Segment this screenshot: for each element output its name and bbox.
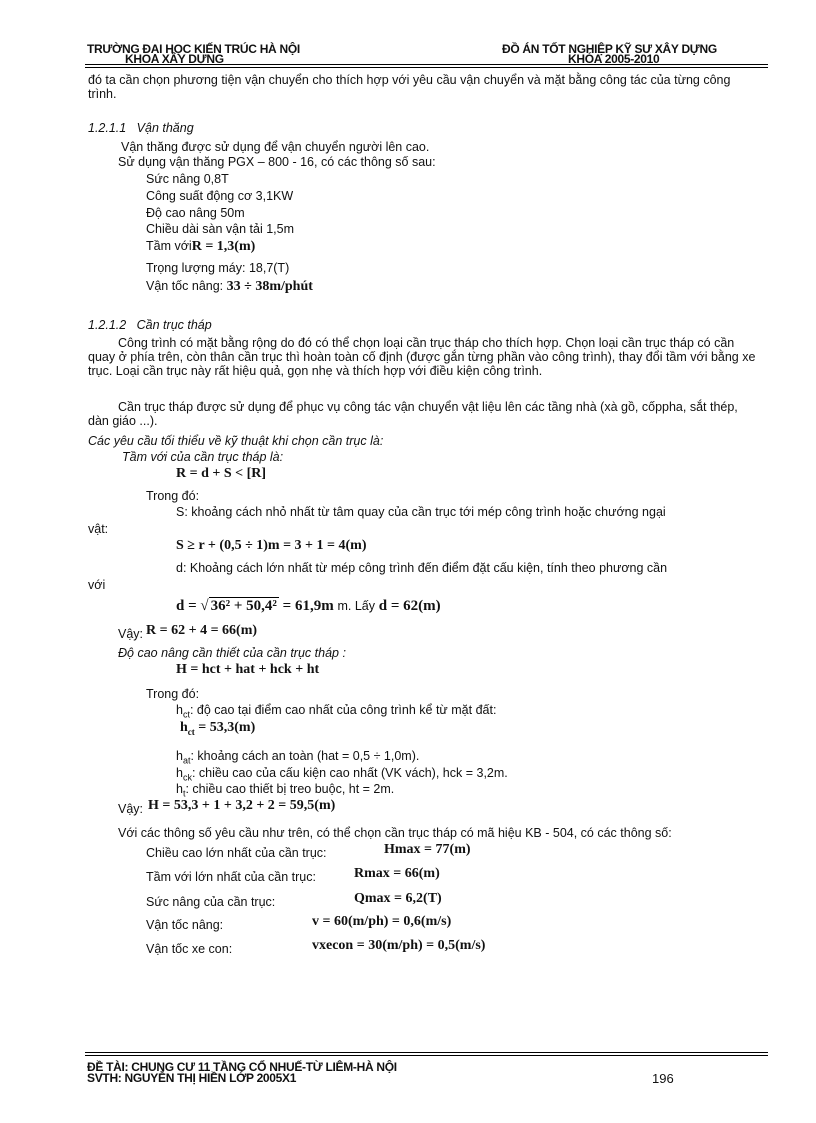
hoist-speed-label: Vận tốc nâng: (146, 279, 224, 293)
section-title: Vận thăng (136, 121, 194, 135)
hoist-speed (146, 279, 313, 295)
reach-title: Tầm với của cần trục tháp là: (122, 450, 284, 464)
hoist-model: Sử dụng vận thăng PGX – 800 - 16, có các thông số sau: (118, 155, 436, 169)
formula-d-prefix: d = (176, 598, 197, 614)
formula-H-result: H = 53,3 + 1 + 3,2 + 2 = 59,5(m) (148, 798, 336, 813)
crane-param-formula: Hmax = 77(m) (384, 842, 471, 857)
page-number: 196 (652, 1071, 674, 1086)
footer-rule-2 (85, 1055, 768, 1056)
header-rule-2 (85, 67, 768, 68)
d-description-cont: với (88, 578, 106, 592)
hoist-reach (146, 239, 255, 255)
crane-param-formula: Rmax = 66(m) (354, 866, 440, 881)
height-title: Độ cao nâng cần thiết của cần trục tháp : (118, 646, 346, 660)
crane-choice: Với các thông số yêu cầu như trên, có thể chọn cần trục tháp có mã hiệu KB - 504, có các thông số: (118, 826, 672, 840)
hat-description: $h_{at}$: khoảng cách an toàn (hat = 0,5 ÷ 1,0m). (176, 749, 420, 766)
crane-param-label: Sức nâng của cần trục: (146, 895, 276, 909)
crane-param-label: Chiều cao lớn nhất của cần trục: (146, 846, 327, 860)
formula-d (176, 598, 441, 615)
crane-param-formula: Qmax = 6,2(T) (354, 891, 442, 906)
header-course: KHÓA 2005-2010 (568, 52, 660, 66)
where-label-2: Trong đó: (146, 687, 200, 701)
crane-param-formula: vxecon = 30(m/ph) = 0,5(m/s) (312, 938, 486, 953)
crane-param-label: Vận tốc nâng: (146, 918, 224, 932)
conclusion-label-2: Vậy: (118, 802, 144, 816)
section-heading-crane (88, 318, 212, 332)
formula-H: H = hct + hat + hck + ht (176, 662, 320, 677)
header-project: ĐỒ ÁN TỐT NGHIỆP KỸ SƯ XÂY DỰNG (502, 42, 717, 56)
hoist-spec: Độ cao nâng 50m (146, 206, 245, 220)
section-number: 1.2.1.1 (88, 121, 127, 135)
intro-paragraph: đó ta cần chọn phương tiện vận chuyển cho thích hợp với yêu cầu vận chuyển và mặt bằng công tác của từng công trình. (88, 73, 731, 101)
hoist-reach-label: Tầm với (146, 239, 192, 253)
crane-param-label: Vận tốc xe con: (146, 942, 233, 956)
hat-text: : khoảng cách an toàn (hat = 0,5 ÷ 1,0m). (190, 749, 420, 763)
hoist-spec: Chiều dài sàn vận tải 1,5m (146, 222, 295, 236)
hoist-spec: Sức nâng 0,8T (146, 172, 229, 186)
formula-R-result: R = 62 + 4 = 66(m) (146, 623, 258, 638)
hoist-reach-formula: R = 1,3(m) (191, 239, 256, 254)
hoist-spec: Công suất động cơ 3,1KW (146, 189, 294, 203)
hck-text: : chiều cao của cấu kiện cao nhất (VK vách), hck = 3,2m. (191, 766, 508, 780)
header-rule (85, 64, 768, 65)
ht-text: : chiều cao thiết bị treo buộc, ht = 2m. (185, 782, 395, 796)
footer-rule (85, 1052, 768, 1053)
header-faculty: KHOA XÂY DỰNG (125, 52, 224, 66)
hck-description: $h_{ck}$: chiều cao của cấu kiện cao nhất (VK vách), hck = 3,2m. (176, 766, 508, 783)
ht-description: $h_t$: chiều cao thiết bị treo buộc, ht = 2m. (176, 782, 395, 799)
section-heading-hoist (88, 121, 194, 135)
crane-param-label: Tầm với lớn nhất của cần trục: (146, 870, 316, 884)
section-number: 1.2.1.2 (88, 318, 127, 332)
formula-d-take: d = 62(m) (378, 598, 441, 614)
formula-hct-value: = 53,3(m) (198, 720, 256, 735)
S-description: S: khoảng cách nhỏ nhất từ tâm quay của cần trục tới mép công trình hoặc chướng ngại (176, 505, 666, 519)
hct-description: $h_{ct}$: độ cao tại điểm cao nhất của công trình kể từ mặt đất: (176, 703, 497, 720)
section-title: Cần trục tháp (136, 318, 212, 332)
crane-paragraph-1: Công trình có mặt bằng rộng do đó có thể chọn loại cần trục tháp cho thích hợp. Chọn loại cần trục tháp có cần quay ở phía trên, còn thân cần trục thì hoàn toàn cố định (được gắn từng phần vào công trình), thay đổi tầm với bằng xe trục. Loại cần trục này rất hiệu quả, gọn nhẹ và thích hợp với điều kiện công trình. (88, 336, 756, 378)
formula-hct: $h_{ct} = 53,3(m)$ (180, 720, 256, 737)
where-label: Trong đó: (146, 489, 200, 503)
crane-paragraph-2: Cần trục tháp được sử dụng để phục vụ công tác vận chuyển vật liệu lên các tầng nhà (xà gồ, cốppha, sắt thép, dàn giáo ...). (88, 400, 738, 428)
d-description: d: Khoảng cách lớn nhất từ mép công trình đến điểm đặt cấu kiện, tính theo phương cần (176, 561, 668, 575)
sqrt-sign: √ (200, 598, 209, 614)
crane-param-formula: v = 60(m/ph) = 0,6(m/s) (312, 914, 452, 929)
hoist-speed-formula: 33 ÷ 38m/phút (226, 279, 313, 294)
formula-d-result: = 61,9m (282, 598, 334, 614)
formula-d-unit: m. Lấy (337, 599, 375, 613)
hoist-purpose: Vận thăng được sử dụng để vận chuyển người lên cao. (121, 140, 430, 154)
formula-R: R = d + S < [R] (176, 466, 267, 481)
footer-student: SVTH: NGUYỄN THỊ HIỀN LỚP 2005X1 (87, 1071, 297, 1085)
sqrt-radicand: 36² + 50,4² (210, 598, 277, 614)
header-school: TRƯỜNG ĐẠI HỌC KIẾN TRÚC HÀ NỘI (87, 42, 300, 56)
hct-text: : độ cao tại điểm cao nhất của công trình kể từ mặt đất: (189, 703, 497, 717)
S-description-cont: vật: (88, 522, 109, 536)
conclusion-label: Vậy: (118, 627, 144, 641)
formula-S: S ≥ r + (0,5 ÷ 1)m = 3 + 1 = 4(m) (176, 538, 367, 553)
requirements-title: Các yêu cầu tối thiểu về kỹ thuật khi chọn cần trục là: (88, 434, 384, 448)
hoist-weight: Trọng lượng máy: 18,7(T) (146, 261, 290, 275)
footer-topic: ĐỀ TÀI: CHUNG CƯ 11 TẦNG CỔ NHUẾ-TỪ LIÊM-HÀ NỘI (87, 1060, 397, 1074)
